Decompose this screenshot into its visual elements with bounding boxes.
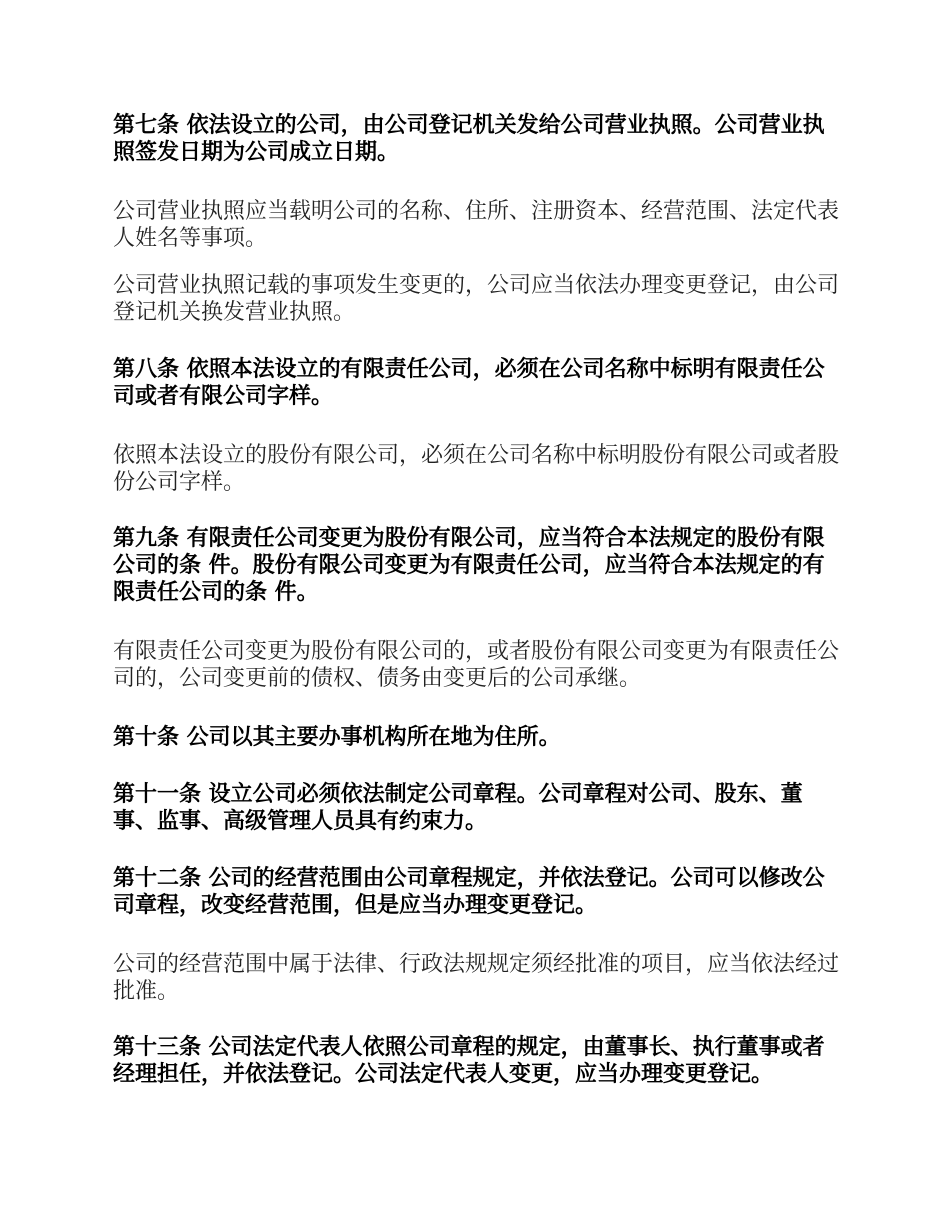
article-9-paragraph-2: 有限责任公司变更为股份有限公司的，或者股份有限公司变更为有限责任公司的，公司变更前的债权、债务由变更后的公司承继。 (113, 639, 840, 691)
article-7-paragraph-3: 公司营业执照记载的事项发生变更的，公司应当依法办理变更登记，由公司登记机关换发营业执照。 (113, 273, 840, 325)
article-7-paragraph-2: 公司营业执照应当载明公司的名称、住所、注册资本、经营范围、法定代表人姓名等事项。 (113, 199, 840, 251)
article-10: 第十条 公司以其主要办事机构所在地为住所。 (113, 724, 561, 750)
article-9: 第九条 有限责任公司变更为股份有限公司，应当符合本法规定的股份有限公司的条 件。股份有限公司变更为有限责任公司，应当符合本法规定的有限责任公司的条 件。 (113, 525, 825, 605)
article-7: 第七条 依法设立的公司，由公司登记机关发给公司营业执照。公司营业执照签发日期为公司成立日期。 (113, 112, 825, 165)
article-8-paragraph-2: 依照本法设立的股份有限公司，必须在公司名称中标明股份有限公司或者股份公司字样。 (113, 443, 840, 495)
article-13: 第十三条 公司法定代表人依照公司章程的规定，由董事长、执行董事或者经理担任，并依法登记。公司法定代表人变更，应当办理变更登记。 (113, 1034, 825, 1087)
article-11: 第十一条 设立公司必须依法制定公司章程。公司章程对公司、股东、董事、监事、高级管理人员具有约束力。 (113, 781, 803, 834)
article-12-paragraph-2: 公司的经营范围中属于法律、行政法规规定须经批准的项目，应当依法经过批准。 (113, 952, 840, 1004)
article-8: 第八条 依照本法设立的有限责任公司，必须在公司名称中标明有限责任公司或者有限公司字样。 (113, 356, 825, 409)
article-12: 第十二条 公司的经营范围由公司章程规定，并依法登记。公司可以修改公司章程，改变经营范围，但是应当办理变更登记。 (113, 865, 825, 918)
